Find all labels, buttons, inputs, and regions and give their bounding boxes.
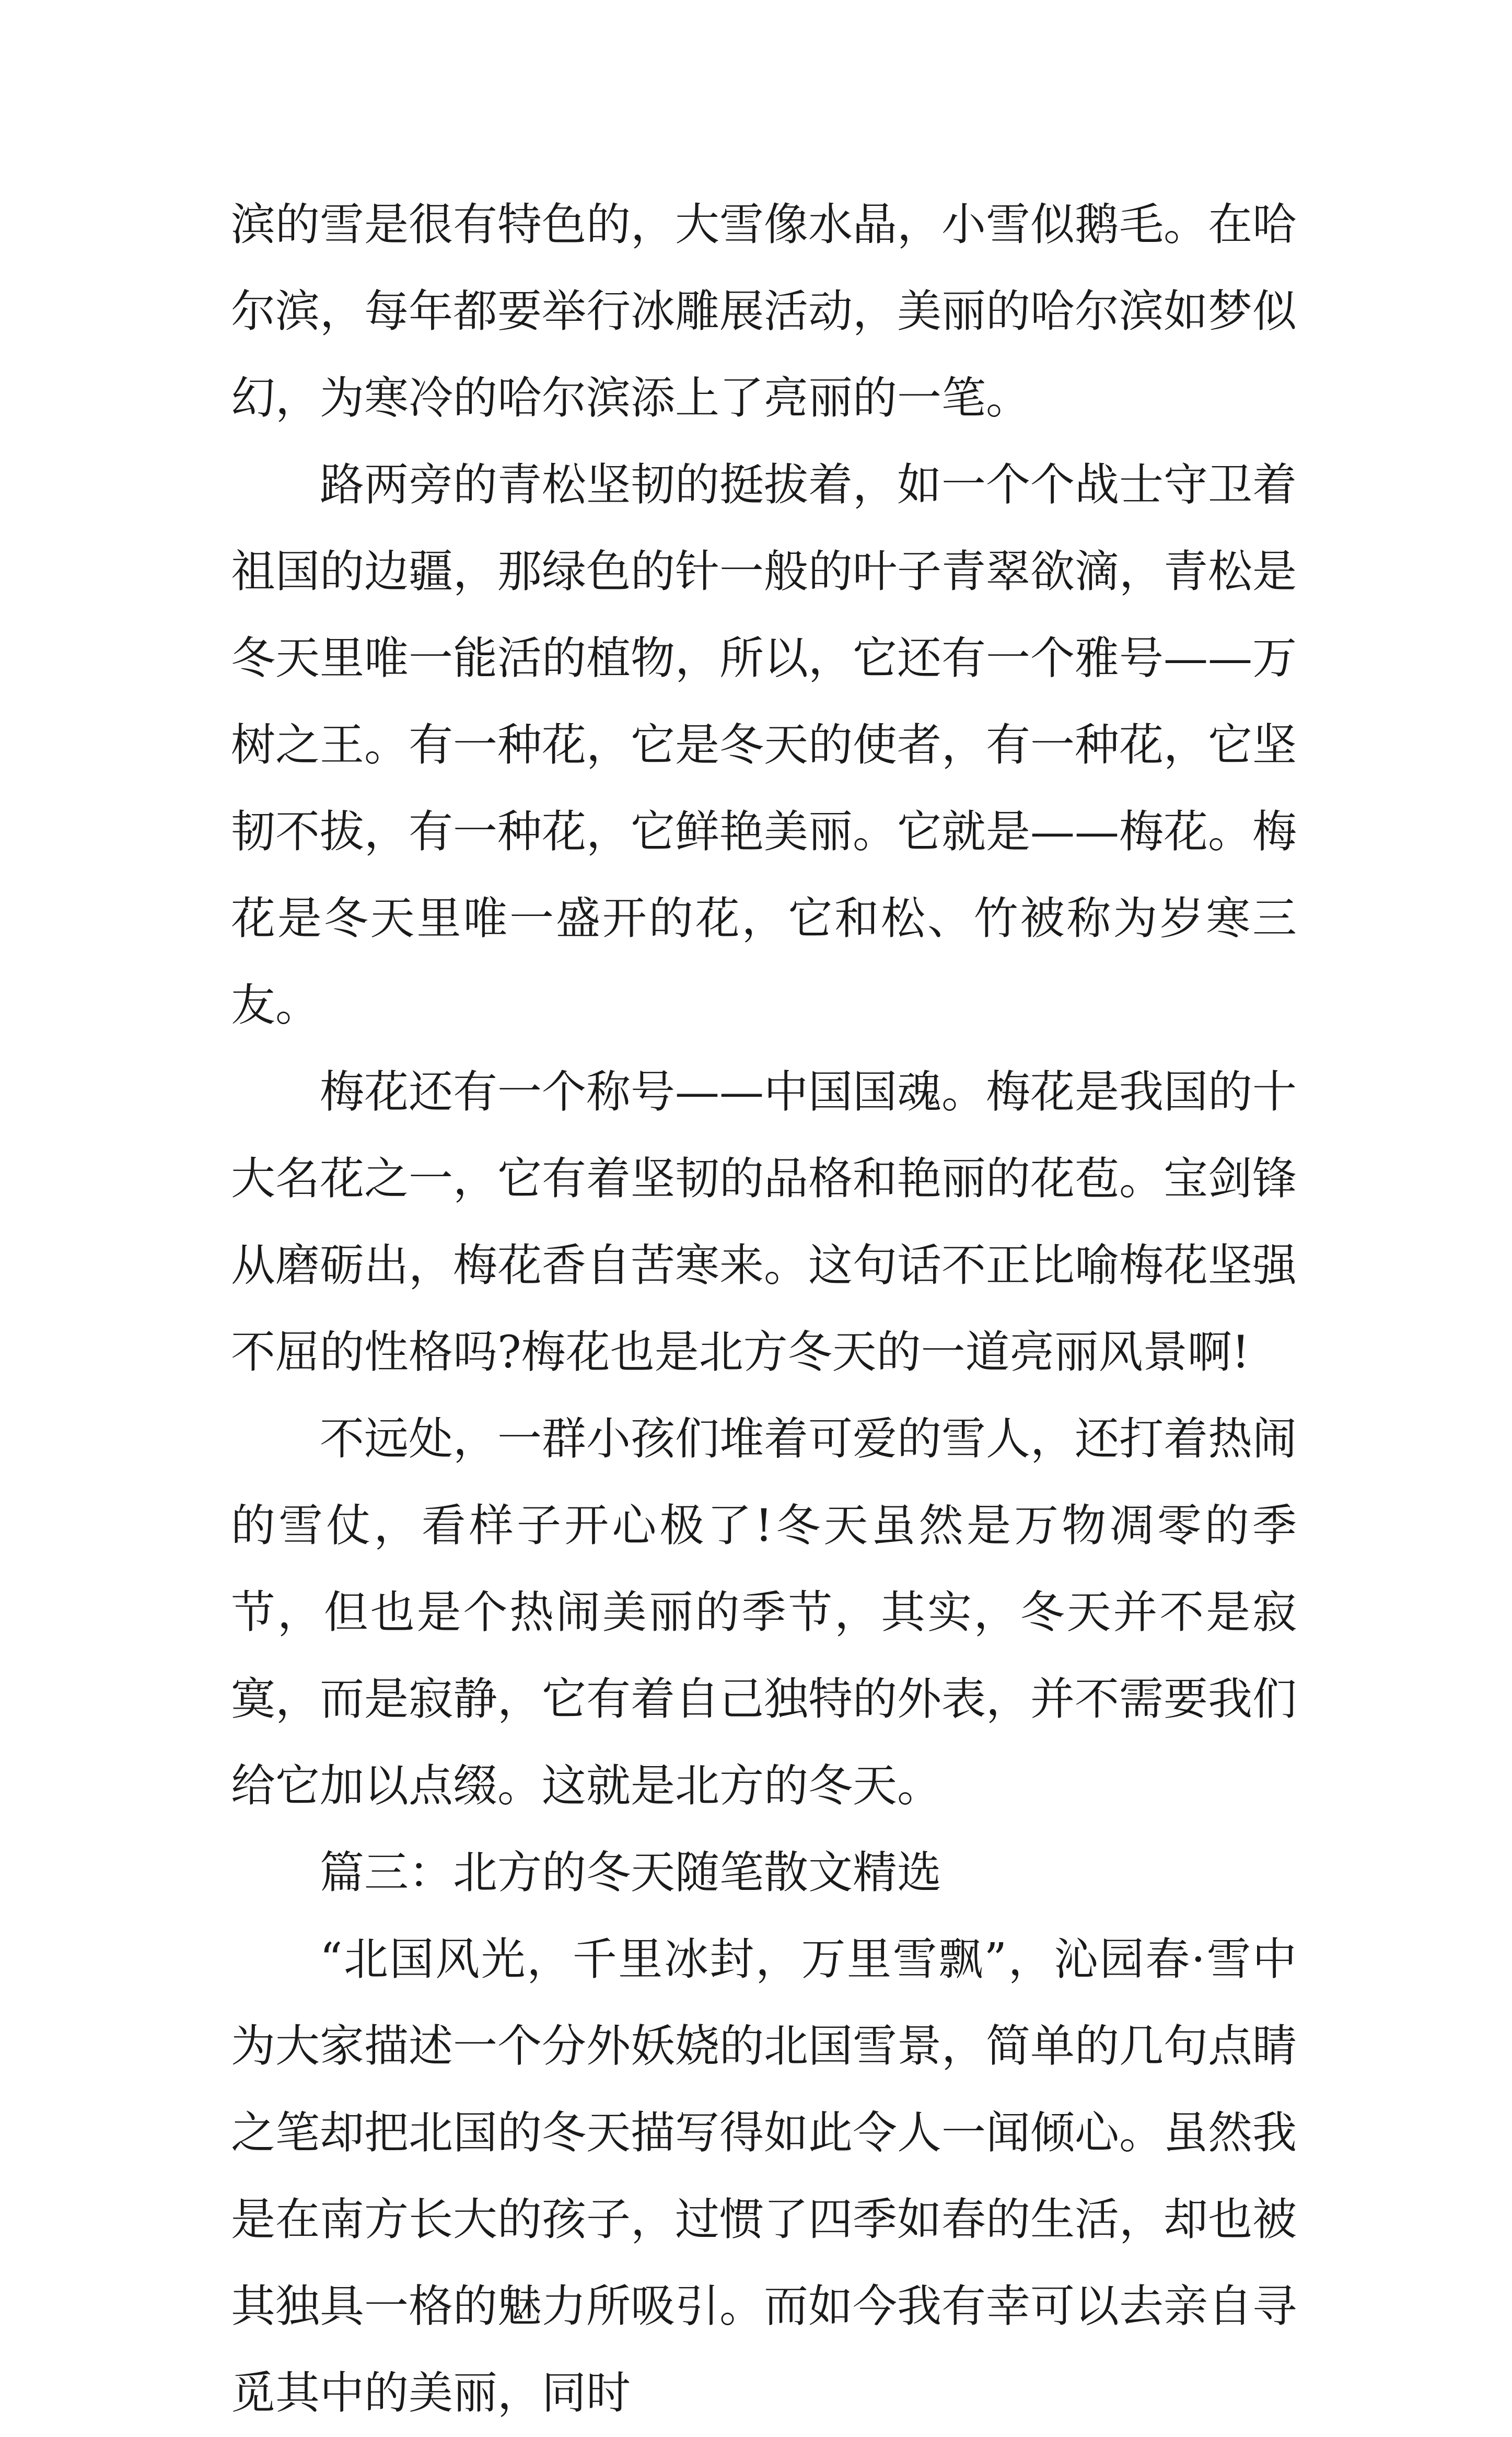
paragraph-harbin-snow: 滨的雪是很有特色的，大雪像水晶，小雪似鹅毛。在哈尔滨，每年都要举行冰雕展活动，美丽的哈尔滨如梦似幻，为寒冷的哈尔滨添上了亮丽的一笔。 (231, 199, 1297, 424)
document-body (231, 182, 1297, 2437)
paragraph-northern-scenery: “北国风光，千里冰封，万里雪飘”，沁园春·雪中为大家描述一个分外妖娆的北国雪景，简单的几句点睛之笔却把北国的冬天描写得如此令人一闻倾心。虽然我是在南方长大的孩子，过惯了四季如春的生活，却也被其独具一格的魅力所吸引。而如今我有幸可以去亲自寻觅其中的美丽，同时 (231, 1934, 1297, 2419)
paragraph-children-snowman: 不远处，一群小孩们堆着可爱的雪人，还打着热闹的雪仗，看样子开心极了!冬天虽然是万物凋零的季节，但也是个热闹美丽的季节，其实，冬天并不是寂寞，而是寂静，它有着自己独特的外表，并不需要我们给它加以点缀。这就是北方的冬天。 (231, 1413, 1297, 1812)
paragraph-pine-plum: 路两旁的青松坚韧的挺拔着，如一个个战士守卫着祖国的边疆，那绿色的针一般的叶子青翠欲滴，青松是冬天里唯一能活的植物，所以，它还有一个雅号——万树之王。有一种花，它是冬天的使者，有一种花，它坚韧不拔，有一种花，它鲜艳美丽。它就是——梅花。梅花是冬天里唯一盛开的花，它和松、竹被称为岁寒三友。 (231, 459, 1297, 1031)
paragraph-plum-soul: 梅花还有一个称号——中国国魂。梅花是我国的十大名花之一，它有着坚韧的品格和艳丽的花苞。宝剑锋从磨砺出，梅花香自苦寒来。这句话不正比喻梅花坚强不屈的性格吗?梅花也是北方冬天的一道亮丽风景啊! (231, 1066, 1297, 1378)
section-heading: 篇三：北方的冬天随笔散文精选 (320, 1847, 942, 1899)
